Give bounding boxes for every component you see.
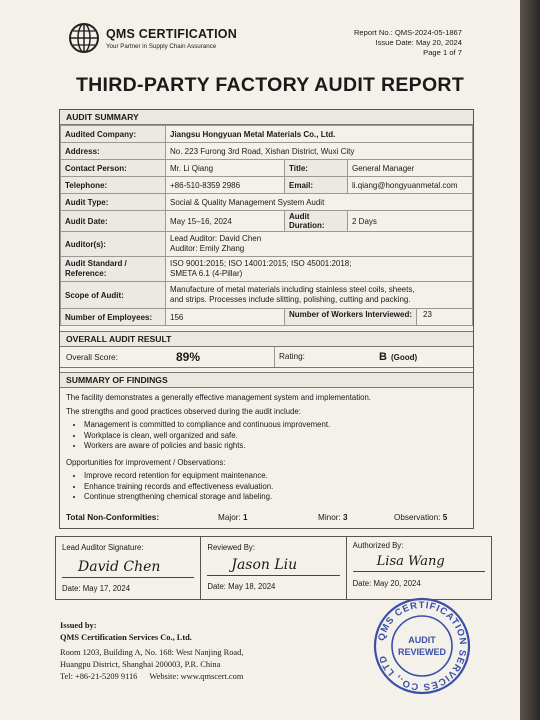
background-edge [520,0,540,720]
list-item: • Enhance training records and effectiveness evaluation. [84,482,465,493]
employees-value: 156 [166,309,285,326]
scope-line2: and strips. Processes include slitting, polishing, cutting and packing. [170,295,411,304]
minor-label: Minor: [318,512,341,522]
title-value: General Manager [348,160,473,177]
audit-type-label: Audit Type: [61,194,166,211]
signature-label: Authorized By: [352,541,404,550]
lead-auditor-signature [56,537,201,599]
stamp-line-2: REVIEWED [397,647,447,657]
interviewed-value: 23 [416,309,472,325]
signature-date: Date: May 20, 2024 [352,579,421,588]
minor-count: 3 [343,512,348,522]
stamp-ring-text: QMS CERTIFICATION SERVICES CO., LTD [376,599,469,693]
address-value: No. 223 Furong 3rd Road, Xishan District, Wuxi City [166,143,473,160]
signature-label: Reviewed By: [207,543,255,552]
table-row [61,194,473,211]
opportunities-list [66,471,465,503]
second-auditor: Auditor: Emily Zhang [170,244,245,253]
signature-date: Date: May 17, 2024 [62,584,131,593]
lead-auditor: Lead Auditor: David Chen [170,234,262,243]
opportunities-intro: Opportunities for improvement / Observations: [66,457,226,467]
contact-label: Contact Person: [61,160,166,177]
audit-date-label: Audit Date: [61,211,166,232]
signature-script: Lisa Wang [376,554,445,569]
address-label: Address: [61,143,166,160]
contact-value: Mr. Li Qiang [166,160,285,177]
page-number: Page 1 of 7 [423,48,462,57]
list-item: • Workplace is clean, well organized and safe. [84,431,465,442]
findings-body [60,388,473,503]
rating-label: Rating: [274,347,379,367]
findings-intro: The facility demonstrates a generally effective management system and implementation. [66,393,371,402]
title-label: Title: [285,160,348,177]
observation-label: Observation: [394,512,441,522]
issuer-web: Website: www.qmscert.com [149,672,244,681]
email-label: Email: [285,177,348,194]
strengths-intro: The strengths and good practices observed during the audit include: [66,406,301,416]
signature-block [55,536,492,600]
report-meta [354,28,462,58]
result-row [60,347,473,368]
auditors-value [166,232,473,257]
table-row [61,309,473,326]
major-count: 1 [243,512,248,522]
issued-label: Issued by: [60,621,97,630]
scope-value [166,282,473,309]
table-row [61,257,473,282]
rating-text: (Good) [390,352,418,362]
table-row [61,177,473,194]
rating-letter: B [379,351,387,363]
auditors-label: Auditor(s): [61,232,166,257]
score-value: 89% [176,350,201,364]
table-row [61,160,473,177]
employees-label: Number of Employees: [61,309,166,326]
issuer-address-2: Huangpu District, Shanghai 200003, P.R. China [60,660,221,669]
brand-name: QMS CERTIFICATION [106,27,237,41]
score-label: Overall Score: [66,352,118,362]
major-label: Major: [218,512,241,522]
nonconformity-totals [60,509,473,528]
audit-date-value: May 15–16, 2024 [166,211,285,232]
list-item: • Management is committed to compliance and continuous improvement. [84,420,465,431]
signature-script: Jason Liu [231,557,298,573]
brand-tagline: Your Partner in Supply Chain Assurance [106,43,217,50]
stamp-line-1: AUDIT [408,635,436,645]
reviewed-signature [201,537,346,599]
total-label: Total Non-Conformities: [66,512,160,522]
table-row [61,143,473,160]
observation-count: 5 [442,512,448,522]
standard-label-line2: Reference: [65,269,107,278]
audit-duration-value: 2 Days [348,211,473,232]
list-item: • Continue strengthening chemical storage and labeling. [84,492,465,503]
company-value: Jiangsu Hongyuan Metal Materials Co., Ltd. [166,126,473,143]
authorized-signature [347,537,491,599]
standard-label [61,257,166,282]
report-body [59,109,474,529]
issuer-address-1: Room 1203, Building A, No. 168: West Nanjing Road, [60,648,244,657]
list-item: • Improve record retention for equipment maintenance. [84,471,465,482]
table-row [61,211,473,232]
standard-value [166,257,473,282]
scope-label: Scope of Audit: [61,282,166,309]
signature-label: Lead Auditor Signature: [62,543,144,552]
audit-duration-label: Audit Duration: [285,211,348,232]
issuer-block [60,620,243,683]
report-number: Report No.: QMS-2024-05-1867 [353,28,462,37]
audit-summary-heading: AUDIT SUMMARY [60,110,473,125]
page-title: THIRD-PARTY FACTORY AUDIT REPORT [75,74,465,96]
issuer-contact [60,671,243,683]
globe-logo-icon [68,22,100,54]
table-row [61,282,473,309]
audit-type-value: Social & Quality Management System Audit [166,194,473,211]
email-value: li.qiang@hongyuanmetal.com [348,177,473,194]
brand-block [68,22,308,54]
standard-label-line1: Audit Standard / [65,259,127,268]
scope-line1: Manufacture of metal materials including stainless steel coils, sheets, [170,285,415,294]
telephone-value: +86-510-8359 2986 [166,177,285,194]
standard-line2: SMETA 6.1 (4-Pillar) [170,269,243,278]
signature-date: Date: May 18, 2024 [207,582,276,591]
audit-stamp [372,596,472,696]
issue-date: Issue Date: May 20, 2024 [375,38,462,47]
audit-summary-table [60,125,473,326]
issuer-tel: Tel: +86-21-5209 9116 [60,672,138,681]
result-heading: OVERALL AUDIT RESULT [60,331,473,347]
table-row [61,232,473,257]
company-label: Audited Company: [61,126,166,143]
telephone-label: Telephone: [61,177,166,194]
interviewed-label: Number of Workers Interviewed: [289,310,412,319]
signature-script: David Chen [78,559,161,575]
standard-line1: ISO 9001:2015; ISO 14001:2015; ISO 45001:2018; [170,259,352,268]
strengths-list [66,420,465,452]
issuer-company: QMS Certification Services Co., Ltd. [60,633,192,642]
table-row [61,126,473,143]
list-item: • Workers are aware of policies and basic rights. [84,441,465,452]
interviewed-cell [285,309,473,326]
findings-heading: SUMMARY OF FINDINGS [60,372,473,388]
